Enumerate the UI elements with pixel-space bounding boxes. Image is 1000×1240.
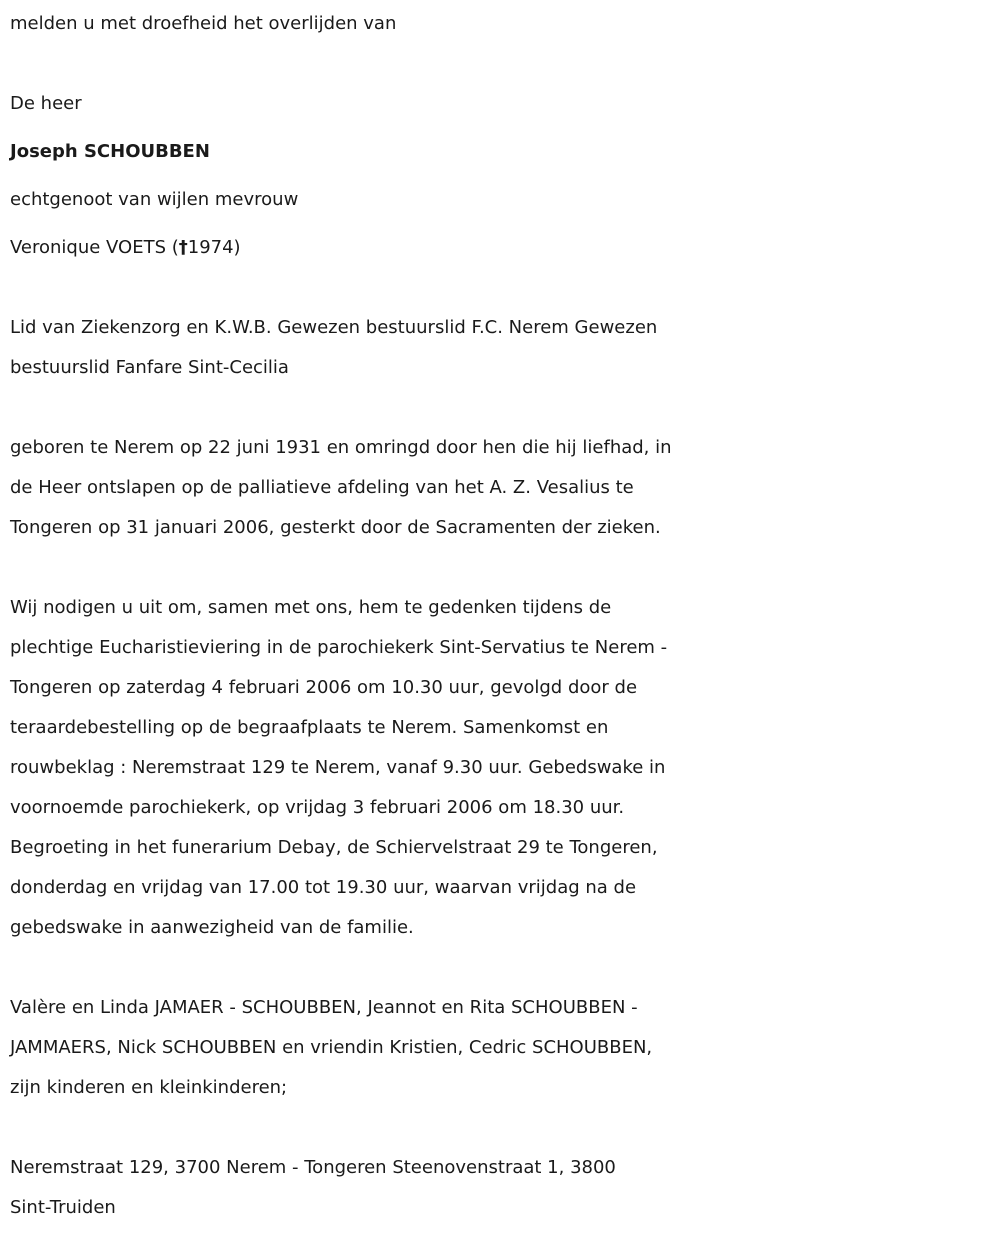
paragraph-line: Wij nodigen u uit om, samen met ons, hem te gedenken tijdens de bbox=[10, 597, 612, 618]
spouse-death-year: 1974) bbox=[187, 237, 241, 258]
paragraph-line: Valère en Linda JAMAER - SCHOUBBEN, Jeannot en Rita SCHOUBBEN - bbox=[10, 997, 638, 1018]
cross-icon: † bbox=[178, 237, 188, 258]
paragraph-line: gebedswake in aanwezigheid van de familie. bbox=[10, 917, 414, 938]
invitation-paragraph bbox=[10, 588, 990, 948]
spouse-name: Veronique VOETS ( bbox=[10, 237, 179, 258]
paragraph-line: plechtige Eucharistieviering in de parochiekerk Sint-Servatius te Nerem - bbox=[10, 637, 668, 658]
birth-death-paragraph bbox=[10, 428, 990, 548]
family-paragraph bbox=[10, 988, 990, 1108]
paragraph-line: Begroeting in het funerarium Debay, de Schiervelstraat 29 te Tongeren, bbox=[10, 837, 658, 858]
paragraph-line: Tongeren op 31 januari 2006, gesterkt door de Sacramenten der zieken. bbox=[10, 517, 661, 538]
paragraph-line: rouwbeklag : Neremstraat 129 te Nerem, vanaf 9.30 uur. Gebedswake in bbox=[10, 757, 666, 778]
obituary-document bbox=[10, 0, 990, 1228]
paragraph-line: JAMMAERS, Nick SCHOUBBEN en vriendin Kristien, Cedric SCHOUBBEN, bbox=[10, 1037, 653, 1058]
membership-line: Lid van Ziekenzorg en K.W.B. Gewezen bestuurslid F.C. Nerem Gewezen bbox=[10, 317, 658, 338]
spouse-line: echtgenoot van wijlen mevrouw bbox=[10, 189, 299, 210]
paragraph-line: teraardebestelling op de begraafplaats te Nerem. Samenkomst en bbox=[10, 717, 609, 738]
paragraph-line: Tongeren op zaterdag 4 februari 2006 om 10.30 uur, gevolgd door de bbox=[10, 677, 638, 698]
paragraph-line: Sint-Truiden bbox=[10, 1197, 116, 1218]
title-prefix: De heer bbox=[10, 93, 82, 114]
paragraph-line: de Heer ontslapen op de palliatieve afdeling van het A. Z. Vesalius te bbox=[10, 477, 634, 498]
membership-line: bestuurslid Fanfare Sint-Cecilia bbox=[10, 357, 289, 378]
paragraph-line: voornoemde parochiekerk, op vrijdag 3 februari 2006 om 18.30 uur. bbox=[10, 797, 625, 818]
spouse-name-line bbox=[10, 228, 990, 268]
intro-text: melden u met droefheid het overlijden van bbox=[10, 13, 397, 34]
address-paragraph bbox=[10, 1148, 990, 1228]
paragraph-line: zijn kinderen en kleinkinderen; bbox=[10, 1077, 288, 1098]
membership-paragraph bbox=[10, 308, 990, 388]
paragraph-line: geboren te Nerem op 22 juni 1931 en omringd door hen die hij liefhad, in bbox=[10, 437, 672, 458]
paragraph-line: donderdag en vrijdag van 17.00 tot 19.30 uur, waarvan vrijdag na de bbox=[10, 877, 637, 898]
paragraph-line: Neremstraat 129, 3700 Nerem - Tongeren Steenovenstraat 1, 3800 bbox=[10, 1157, 616, 1178]
deceased-name: Joseph SCHOUBBEN bbox=[10, 141, 210, 162]
